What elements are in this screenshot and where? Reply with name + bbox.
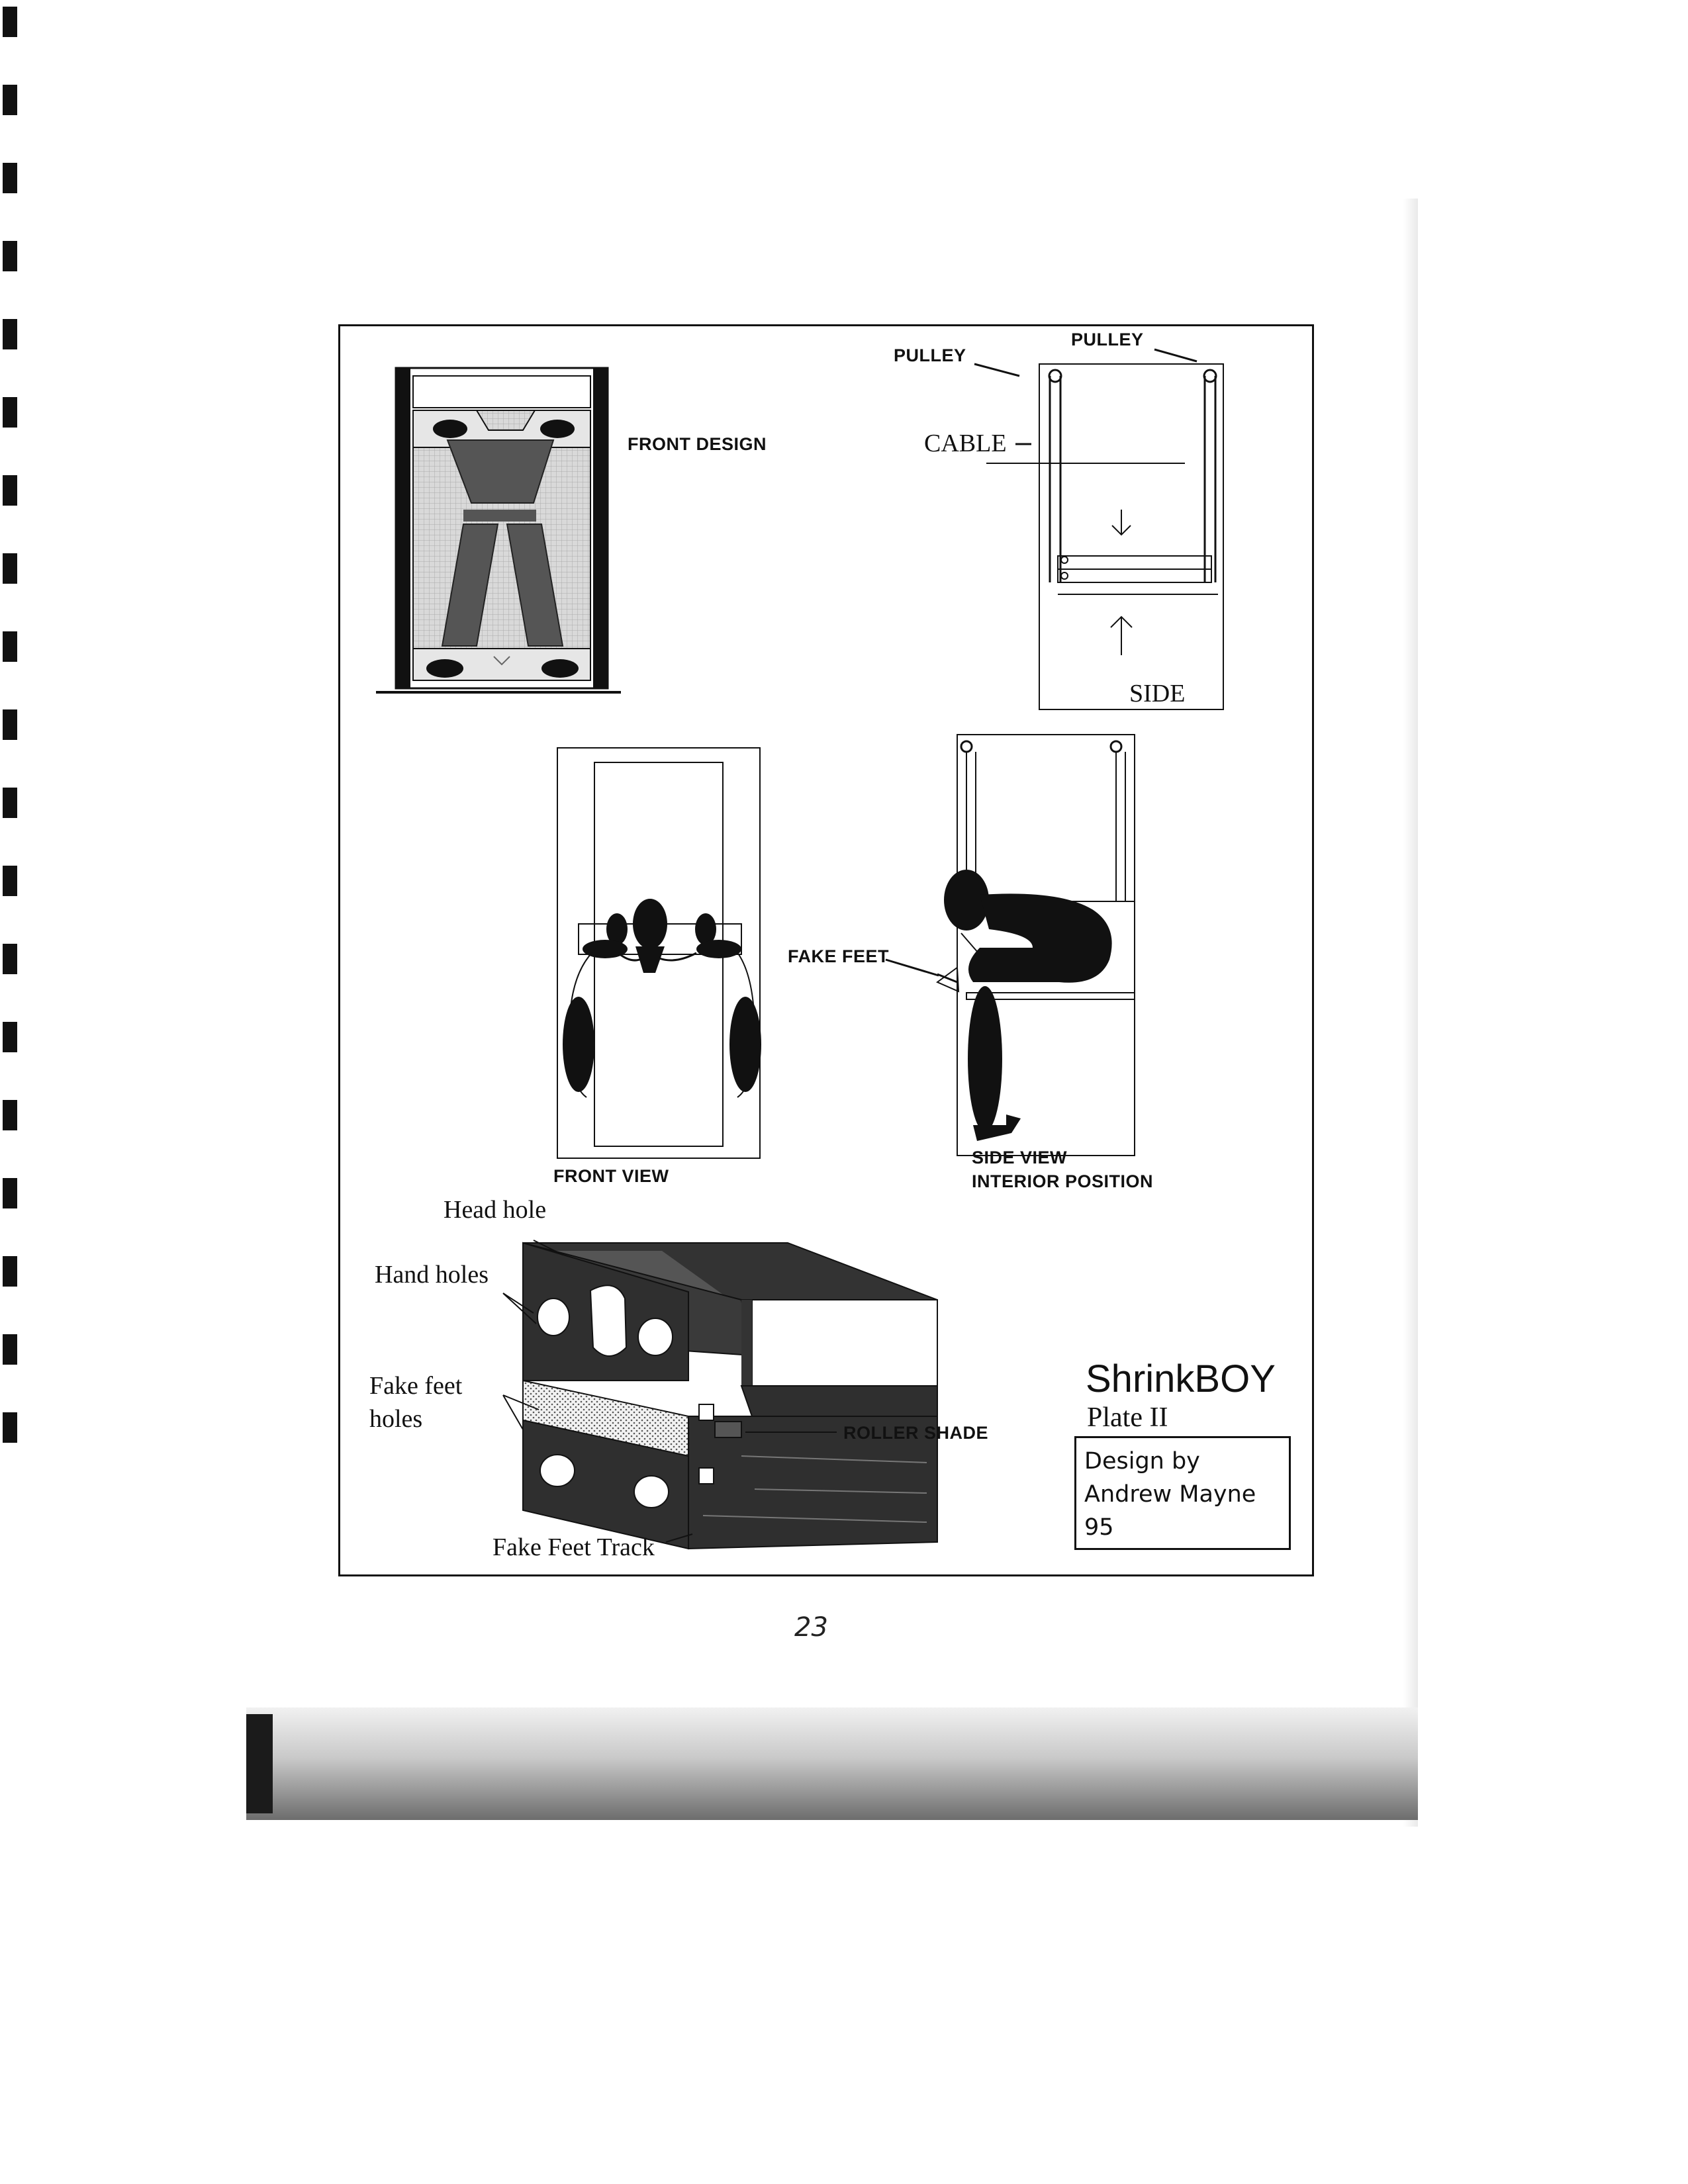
label-roller-shade: ROLLER SHADE [843, 1423, 989, 1443]
label-fake-feet-track: Fake Feet Track [492, 1533, 655, 1561]
side-view-interior-drawing [886, 735, 1135, 1156]
credit-box [1074, 1436, 1291, 1550]
label-cable: CABLE [924, 430, 1007, 457]
label-front-view: FRONT VIEW [553, 1166, 669, 1186]
label-side-view: SIDE VIEW [972, 1148, 1068, 1167]
label-pulley-left: PULLEY [894, 345, 966, 365]
front-design-drawing [376, 368, 621, 692]
credit-line-3: 95 [1084, 1514, 1114, 1541]
side-pulley-drawing [974, 349, 1223, 709]
page-number: 23 [794, 1612, 828, 1643]
front-view-drawing [557, 748, 761, 1158]
label-front-design: FRONT DESIGN [628, 434, 767, 454]
label-side: SIDE [1129, 680, 1186, 707]
label-fake-feet-holes: Fake feet [369, 1372, 463, 1400]
label-hand-holes: Hand holes [375, 1261, 489, 1289]
label-pulley-right: PULLEY [1071, 330, 1144, 349]
plate-subtitle: Plate II [1087, 1402, 1168, 1433]
credit-line-1: Design by [1084, 1448, 1200, 1475]
label-head-hole: Head hole [444, 1196, 547, 1224]
label-fake-feet-holes-2: holes [369, 1405, 423, 1433]
label-fake-feet: FAKE FEET [788, 946, 890, 966]
label-interior-position: INTERIOR POSITION [972, 1171, 1154, 1191]
plate-title: ShrinkBOY [1086, 1357, 1276, 1400]
box-3d-drawing [503, 1240, 937, 1549]
credit-line-2: Andrew Mayne [1084, 1481, 1256, 1508]
